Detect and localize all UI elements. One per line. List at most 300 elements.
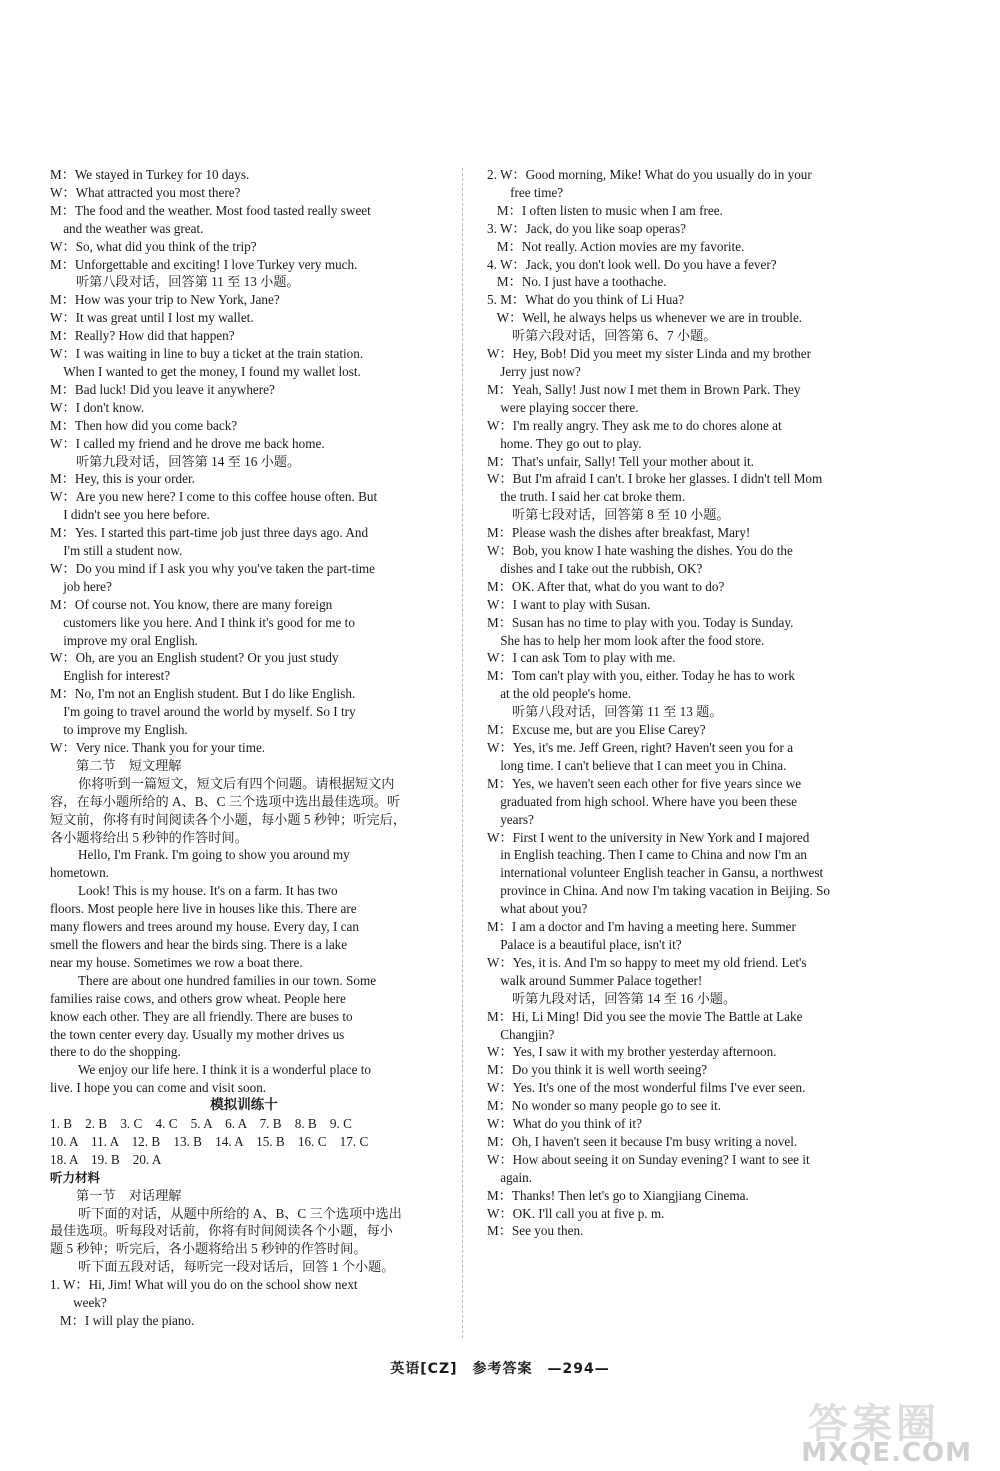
speaker-label [487,363,500,381]
right-column [487,166,873,1240]
speaker-label [487,972,500,990]
text-line [487,578,873,596]
text-line [487,1008,873,1026]
text-line: 听第八段对话，回答第 11 至 13 小题。 [76,274,300,290]
speaker-label [487,846,500,864]
dialogue-text: Hey, Bob! Did you meet my sister Linda and my brother [512,346,812,362]
dialogue-text: I will play the piano. [84,1313,195,1328]
text-line [487,918,873,936]
text-line: families raise cows, and others grow wheat. People here [50,990,346,1006]
text-line: There are about one hundred families in our town. Some [78,972,377,988]
dialogue-text: I don't know. [75,399,145,415]
speaker-label [487,811,500,829]
speaker-label: M： [487,578,512,594]
dialogue-text: walk around Summer Palace together! [500,972,703,988]
text-line [487,202,873,220]
text-line [50,1312,438,1330]
text-line: the town center every day. Usually my mother drives us [50,1026,345,1042]
text-line [487,1222,873,1240]
speaker-label: M： [50,202,75,218]
speaker-label [50,542,63,560]
speaker-label: W： [50,184,76,200]
dialogue-text: OK. I'll call you at five p. m. [512,1205,665,1221]
dialogue-text: Hi, Li Ming! Did you see the movie The Battle at Lake [511,1008,803,1024]
text-line: floors. Most people here live in houses like this. There are [50,901,357,917]
dialogue-text: week? [73,1295,107,1311]
dialogue-text: free time? [510,184,564,200]
dialogue-text: job here? [63,578,112,594]
speaker-label: M： [487,614,512,630]
text-line: 听第九段对话，回答第 14 至 16 小题。 [512,990,737,1006]
text-line [487,435,873,453]
speaker-label: M： [50,256,75,272]
speaker-label [50,721,63,739]
speaker-label: W： [487,650,513,666]
speaker-label: W： [50,650,76,666]
speaker-label: 1. W： [50,1277,89,1293]
dialogue-text: international volunteer English teacher in Gansu, a northwest [500,865,824,881]
text-line [487,1026,873,1044]
text-line [487,345,873,363]
text-line [487,757,873,775]
dialogue-text: Changjin? [500,1026,555,1042]
dialogue-text: Yes. It's one of the most wonderful films I've ever seen. [512,1080,806,1096]
text-line [487,1205,873,1223]
text-line: hometown. [50,865,109,881]
speaker-label: W： [487,1151,513,1167]
text-line: 1. B 2. B 3. C 4. C 5. A 6. A 7. B 8. B 9. C [50,1116,352,1132]
text-line [487,542,873,560]
speaker-label: W： [487,310,523,326]
dialogue-text: What do you think of it? [512,1116,642,1132]
text-line [487,811,873,829]
dialogue-text: See you then. [511,1223,584,1239]
speaker-label: W： [487,596,513,612]
dialogue-text: Yes, it's me. Jeff Green, right? Haven't seen you for a [512,740,794,755]
speaker-label: 3. W： [487,220,526,236]
text-line [50,345,438,363]
speaker-label [487,900,500,918]
speaker-label: W： [487,471,513,487]
text-line [487,363,873,381]
speaker-label: 4. W： [487,256,526,272]
text-line: smell the flowers and hear the birds sing. There is a lake [50,936,348,952]
text-line [487,1187,873,1205]
speaker-label: W： [50,346,76,362]
speaker-label: M： [487,668,512,684]
text-line [487,1079,873,1097]
text-line: 听下面五段对话，每听完一段对话后，回答 1 个小题。 [78,1259,395,1275]
text-line [50,309,438,327]
text-line: 各小题将给出 5 秒钟的作答时间。 [50,829,248,845]
text-line [487,1151,873,1169]
text-line [50,649,438,667]
dialogue-text: I was waiting in line to buy a ticket at the train station. [75,346,364,362]
text-line [50,1276,438,1294]
speaker-label: W： [487,954,513,970]
speaker-label [487,793,500,811]
text-line: there to do the shopping. [50,1044,181,1060]
dialogue-text: We stayed in Turkey for 10 days. [74,167,250,182]
speaker-label: M： [487,453,512,469]
text-line [487,381,873,399]
text-line: 听下面的对话，从题中所给的 A、B、C 三个选项中选出 [78,1205,402,1221]
speaker-label: W： [50,435,76,451]
dialogue-text: How was your trip to New York, Jane? [74,292,280,308]
speaker-label: W： [487,1044,513,1060]
text-line [50,363,438,381]
text-line [487,739,873,757]
speaker-label: 5. M： [487,292,526,308]
dialogue-text: I want to play with Susan. [512,596,651,612]
dialogue-text: When I wanted to get the money, I found my wallet lost. [63,363,361,379]
text-line: 听力材料 [50,1169,101,1185]
speaker-label: W： [487,1080,513,1096]
dialogue-text: Hi, Jim! What will you do on the school show next [88,1277,358,1293]
text-line [50,685,438,703]
dialogue-text: She has to help her mom look after the food store. [500,632,765,648]
speaker-label [50,614,63,632]
dialogue-text: Tom can't play with you, either. Today he has to work [511,668,795,684]
dialogue-text: Really? How did that happen? [74,328,235,344]
text-line: 听第八段对话，回答第 11 至 13 题。 [512,704,723,720]
dialogue-text: No, I'm not an English student. But I do like English. [74,686,356,702]
dialogue-text: No wonder so many people go to see it. [511,1098,722,1114]
text-line [50,614,438,632]
dialogue-text: dishes and I take out the rubbish, OK? [500,560,703,576]
speaker-label: M： [50,292,75,308]
text-line [50,596,438,614]
speaker-label: M： [50,525,75,541]
dialogue-text: Jerry just now? [500,363,581,379]
text-line: We enjoy our life here. I think it is a wonderful place to [78,1062,371,1078]
text-line: 你将听到一篇短文，短文后有四个问题。请根据短文内 [78,775,395,791]
speaker-label: W： [50,560,76,576]
text-line: 最佳选项。听每段对话前，你将有时间阅读各个小题，每小 [50,1223,393,1239]
speaker-label: M： [487,202,522,218]
text-line [487,417,873,435]
text-line [487,721,873,739]
speaker-label [487,435,500,453]
speaker-label [487,632,500,650]
text-line [50,291,438,309]
text-line [50,202,438,220]
speaker-label [487,685,500,703]
dialogue-text: How about seeing it on Sunday evening? I want to see it [512,1151,810,1167]
text-line: near my house. Sometimes we row a boat there. [50,954,303,970]
dialogue-text: Thanks! Then let's go to Xiangjiang Cinema. [511,1187,749,1203]
text-line [487,560,873,578]
speaker-label: M： [487,274,522,290]
speaker-label: W： [487,346,513,362]
speaker-label [50,506,63,524]
text-line: 18. A 19. B 20. A [50,1151,162,1167]
text-line [487,793,873,811]
speaker-label: M： [487,775,512,791]
text-line [487,309,873,327]
dialogue-text: No. I just have a toothache. [521,274,667,290]
dialogue-text: Oh, are you an English student? Or you just study [75,650,339,666]
text-line [487,1097,873,1115]
text-line: live. I hope you can come and visit soon. [50,1080,267,1096]
dialogue-text: What do you think of Li Hua? [525,292,685,308]
dialogue-text: I often listen to music when I am free. [521,202,723,218]
page-footer: 英语[CZ] 参考答案 —294— [390,1361,610,1377]
dialogue-text: long time. I can't believe that I can meet you in China. [500,757,787,773]
speaker-label: W： [487,829,513,845]
dialogue-text: Yeah, Sally! Just now I met them in Brown Park. They [511,381,801,397]
text-line [50,542,438,560]
speaker-label: W： [487,543,513,559]
dialogue-text: Bad luck! Did you leave it anywhere? [74,381,275,397]
text-line [487,954,873,972]
speaker-label: M： [487,1223,512,1239]
dialogue-text: graduated from high school. Where have you been these [500,793,797,809]
speaker-label: W： [50,489,76,505]
text-line [487,882,873,900]
dialogue-text: Excuse me, but are you Elise Carey? [511,722,706,738]
text-line: 第二节 短文理解 [76,757,182,773]
dialogue-text: OK. After that, what do you want to do? [511,578,725,594]
text-line [487,1115,873,1133]
text-line [50,1294,438,1312]
text-line [487,1169,873,1187]
speaker-label: W： [487,417,513,433]
dialogue-text: But I'm afraid I can't. I broke her glasses. I didn't tell Mom [512,471,823,487]
text-line [50,739,438,757]
text-line: 容，在每小题所给的 A、B、C 三个选项中选出最佳选项。听 [50,793,401,809]
speaker-label [487,936,500,954]
speaker-label: W： [50,238,76,254]
text-line: many flowers and trees around my house. Every day, I can [50,919,359,935]
dialogue-text: I'm still a student now. [63,543,183,559]
text-line [487,1133,873,1151]
dialogue-text: I'm really angry. They ask me to do chores alone at [512,417,782,433]
speaker-label [50,632,63,650]
text-line [487,900,873,918]
text-line: Hello, I'm Frank. I'm going to show you around my [78,847,350,863]
text-line [50,560,438,578]
dialogue-text: Please wash the dishes after breakfast, Mary! [511,525,751,541]
dialogue-text: Oh, I haven't seen it because I'm busy writing a novel. [511,1133,798,1149]
speaker-label [487,184,510,202]
text-line [487,775,873,793]
text-line [487,864,873,882]
speaker-label: 2. W： [487,167,526,182]
dialogue-text: Are you new here? I come to this coffee house often. But [75,489,378,505]
dialogue-text: Well, he always helps us whenever we are in trouble. [522,310,803,326]
dialogue-text: home. They go out to play. [500,435,642,451]
text-line [487,166,873,184]
speaker-label: M： [50,1313,85,1328]
speaker-label: M： [50,167,75,182]
dialogue-text: That's unfair, Sally! Tell your mother about it. [511,453,754,469]
dialogue-text: again. [500,1169,533,1185]
text-line [50,506,438,524]
dialogue-text: in English teaching. Then I came to China and now I'm an [500,847,808,863]
text-line [50,399,438,417]
text-line [50,184,438,202]
dialogue-text: Yes, it is. And I'm so happy to meet my old friend. Let's [512,954,807,970]
text-line [487,972,873,990]
dialogue-text: customers like you here. And I think it's good for me to [63,614,355,630]
text-line [487,829,873,847]
dialogue-text: Then how did you come back? [74,417,238,433]
dialogue-text: were playing soccer there. [500,399,639,415]
text-line: Look! This is my house. It's on a farm. It has two [78,883,338,899]
text-line [487,632,873,650]
text-line: 题 5 秒钟；听完后，各小题将给出 5 秒钟的作答时间。 [50,1241,367,1257]
dialogue-text: It was great until I lost my wallet. [75,310,254,326]
speaker-label: M： [487,525,512,541]
dialogue-text: Yes. I started this part-time job just three days ago. And [74,525,369,541]
dialogue-text: I didn't see you here before. [63,507,210,523]
speaker-label: M： [50,381,75,397]
dialogue-text: at the old people's home. [500,686,632,702]
text-line [50,238,438,256]
speaker-label: M： [50,471,75,487]
text-line [487,524,873,542]
dialogue-text: years? [500,811,534,827]
text-line [50,256,438,274]
speaker-label [50,1294,73,1312]
speaker-label: M： [487,1098,512,1114]
text-line [487,649,873,667]
text-line: 第一节 对话理解 [76,1187,182,1203]
dialogue-text: Do you mind if I ask you why you've taken the part-time [75,560,376,576]
dialogue-text: Bob, you know I hate washing the dishes. You do the [512,543,793,559]
speaker-label [487,560,500,578]
text-line [50,435,438,453]
dialogue-text: Susan has no time to play with you. Today is Sunday. [511,614,794,630]
dialogue-text: Very nice. Thank you for your time. [75,740,266,755]
speaker-label [487,1026,500,1044]
dialogue-text: improve my oral English. [63,632,198,648]
speaker-label: M： [50,328,75,344]
text-line [50,327,438,345]
text-line [487,273,873,291]
text-line: 10. A 11. A 12. B 13. B 14. A 15. B 16. C 17. C [50,1133,369,1149]
dialogue-text: What attracted you most there? [75,184,241,200]
text-line [50,632,438,650]
dialogue-text: I'm going to travel around the world by myself. So I try [63,704,356,720]
speaker-label: M： [487,1133,512,1149]
speaker-label [50,703,63,721]
dialogue-text: the truth. I said her cat broke them. [500,489,686,505]
dialogue-text: Yes, we haven't seen each other for five years since we [511,775,802,791]
text-line [487,399,873,417]
text-line: 模拟训练十 [210,1097,278,1114]
text-line: 短文前，你将有时间阅读各个小题，每小题 5 秒钟；听完后， [50,811,407,827]
text-line [50,381,438,399]
text-line [487,488,873,506]
dialogue-text: English for interest? [63,668,171,684]
text-line [487,1043,873,1061]
column-divider [462,168,463,1338]
dialogue-text: I called my friend and he drove me back home. [75,435,325,451]
speaker-label [487,399,500,417]
text-line [487,1061,873,1079]
speaker-label: W： [50,399,76,415]
speaker-label: M： [50,686,75,702]
dialogue-text: Jack, do you like soap operas? [525,220,686,236]
text-line [487,291,873,309]
text-line [50,488,438,506]
text-line [50,470,438,488]
text-line [50,220,438,238]
dialogue-text: Hey, this is your order. [74,471,195,487]
watermark-url: MXQE.COM [801,1438,972,1468]
dialogue-text: Jack, you don't look well. Do you have a fever? [525,256,777,272]
dialogue-text: I can ask Tom to play with me. [512,650,676,666]
text-line [50,721,438,739]
text-line [487,256,873,274]
text-line [50,166,438,184]
text-line: 听第七段对话，回答第 8 至 10 小题。 [512,507,730,523]
speaker-label: M： [487,381,512,397]
dialogue-text: to improve my English. [63,722,188,738]
text-line [50,524,438,542]
speaker-label [487,864,500,882]
speaker-label: M： [487,238,522,254]
speaker-label: M： [487,1008,512,1024]
text-line [487,936,873,954]
speaker-label: M： [487,919,512,935]
dialogue-text: Of course not. You know, there are many foreign [74,596,333,612]
speaker-label: W： [487,1205,513,1221]
text-line [487,685,873,703]
speaker-label: M： [487,1187,512,1203]
text-line [487,184,873,202]
text-line [487,596,873,614]
speaker-label [50,578,63,596]
speaker-label: M： [487,722,512,738]
speaker-label: W： [50,740,76,755]
dialogue-text: Good morning, Mike! What do you usually do in your [525,167,812,182]
text-line [50,578,438,596]
speaker-label: M： [50,596,75,612]
text-line [487,220,873,238]
speaker-label: M： [487,1062,512,1078]
dialogue-text: The food and the weather. Most food tasted really sweet [74,202,371,218]
dialogue-text: Do you think it is well worth seeing? [511,1062,708,1078]
speaker-label [50,363,63,381]
dialogue-text: and the weather was great. [63,220,204,236]
text-line [487,667,873,685]
speaker-label [50,220,63,238]
speaker-label [487,882,500,900]
text-line: 听第九段对话，回答第 14 至 16 小题。 [76,453,301,469]
dialogue-text: So, what did you think of the trip? [75,238,257,254]
text-line: know each other. They are all friendly. There are buses to [50,1008,353,1024]
dialogue-text: Unforgettable and exciting! I love Turkey very much. [74,256,358,272]
dialogue-text: Yes, I saw it with my brother yesterday afternoon. [512,1044,777,1060]
text-line [487,238,873,256]
dialogue-text: Not really. Action movies are my favorite. [521,238,745,254]
speaker-label [487,757,500,775]
speaker-label [487,1169,500,1187]
dialogue-text: province in China. And now I'm taking vacation in Beijing. So [500,883,831,899]
text-line [50,417,438,435]
text-line [487,453,873,471]
text-line [487,846,873,864]
text-line [487,614,873,632]
left-column [50,166,438,1330]
dialogue-text: what about you? [500,901,588,917]
speaker-label: M： [50,417,75,433]
text-line [487,470,873,488]
speaker-label: W： [487,740,513,755]
